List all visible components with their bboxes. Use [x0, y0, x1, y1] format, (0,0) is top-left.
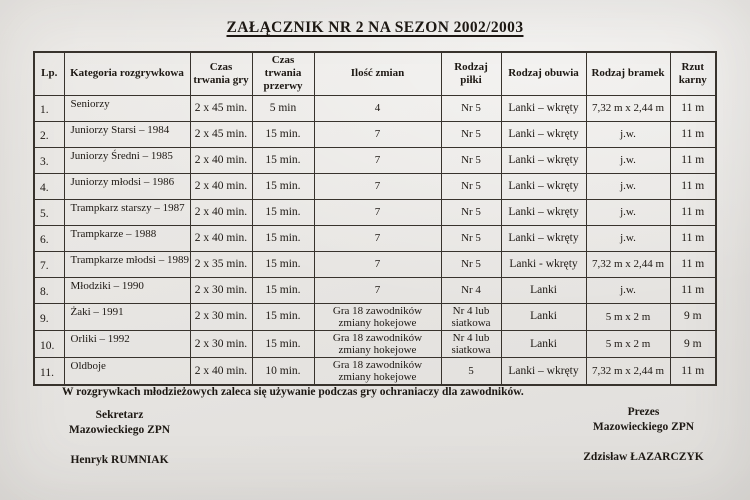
document-title: ZAŁĄCZNIK NR 2 NA SEZON 2002/2003: [226, 19, 524, 36]
table-cell: 2 x 40 min.: [190, 199, 252, 225]
table-cell: Juniorzy młodsi – 1986: [64, 173, 190, 199]
table-cell: Młodziki – 1990: [64, 277, 190, 303]
table-cell: j.w.: [586, 225, 670, 251]
table-cell: 15 min.: [252, 277, 314, 303]
table-header-row: [34, 52, 716, 95]
table-cell: 11 m: [670, 357, 716, 385]
table-cell: Żaki – 1991: [64, 303, 190, 330]
table-cell: 4.: [34, 173, 64, 199]
signature-name: Henryk RUMNIAK: [70, 453, 169, 466]
table-cell: Lanki: [501, 330, 586, 357]
table-cell: 1.: [34, 95, 64, 121]
table-cell: Nr 5: [441, 95, 501, 121]
table-cell: 2 x 40 min.: [190, 357, 252, 385]
table-cell: 11 m: [670, 225, 716, 251]
table-cell: 7: [314, 121, 441, 147]
table-cell: Nr 5: [441, 251, 501, 277]
table-row: [34, 251, 716, 277]
table-cell: 2 x 40 min.: [190, 225, 252, 251]
table-cell: j.w.: [586, 277, 670, 303]
table-cell: 11 m: [670, 121, 716, 147]
table-cell: 6.: [34, 225, 64, 251]
column-header: Lp.: [34, 52, 64, 95]
column-header: Czas trwania przerwy: [252, 52, 314, 95]
table-row: [34, 277, 716, 303]
table-cell: Lanki: [501, 303, 586, 330]
table-cell: Nr 4 lub siatkowa: [441, 303, 501, 330]
table-cell: 10 min.: [252, 357, 314, 385]
table-cell: Trampkarze młodsi – 1989: [64, 251, 190, 277]
table-cell: Lanki – wkręty: [501, 199, 586, 225]
table-row: [34, 303, 716, 330]
table-cell: Lanki – wkręty: [501, 147, 586, 173]
footnote-text: W rozgrywkach młodzieżowych zaleca się używanie podczas gry ochraniaczy dla zawodników.: [62, 386, 524, 398]
table-cell: Juniorzy Starsi – 1984: [64, 121, 190, 147]
table-cell: 15 min.: [252, 147, 314, 173]
column-header: Rzut karny: [670, 52, 716, 95]
table-cell: Lanki – wkręty: [501, 95, 586, 121]
signature-role: Sekretarz: [95, 409, 144, 421]
table-cell: Gra 18 zawodników zmiany hokejowe: [314, 303, 441, 330]
signature-block-secretary: [42, 408, 197, 468]
table-cell: Nr 5: [441, 173, 501, 199]
table-row: [34, 95, 716, 121]
table-cell: Lanki – wkręty: [501, 121, 586, 147]
table-row: [34, 357, 716, 385]
table-cell: j.w.: [586, 199, 670, 225]
table-cell: 8.: [34, 277, 64, 303]
table-cell: Nr 4: [441, 277, 501, 303]
table-cell: 15 min.: [252, 330, 314, 357]
table-cell: j.w.: [586, 173, 670, 199]
table-cell: Nr 5: [441, 199, 501, 225]
table-cell: 2 x 45 min.: [190, 95, 252, 121]
table-cell: 7,32 m x 2,44 m: [586, 251, 670, 277]
table-cell: 9.: [34, 303, 64, 330]
table-cell: 5: [441, 357, 501, 385]
table-cell: Trampkarz starszy – 1987: [64, 199, 190, 225]
signature-org: Mazowieckiego ZPN: [68, 423, 171, 436]
column-header: Rodzaj bramek: [586, 52, 670, 95]
table-cell: 5.: [34, 199, 64, 225]
table-cell: 9 m: [670, 303, 716, 330]
table-cell: 15 min.: [252, 225, 314, 251]
table-cell: Seniorzy: [64, 95, 190, 121]
table-cell: 7: [314, 277, 441, 303]
table-row: [34, 199, 716, 225]
table-cell: Orliki – 1992: [64, 330, 190, 357]
table-cell: 7.: [34, 251, 64, 277]
table-cell: 7: [314, 199, 441, 225]
table-cell: 11 m: [670, 95, 716, 121]
table-cell: Lanki: [501, 277, 586, 303]
table-row: [34, 173, 716, 199]
table-cell: 2.: [34, 121, 64, 147]
table-cell: 15 min.: [252, 173, 314, 199]
table-cell: 5 m x 2 m: [586, 303, 670, 330]
column-header: Rodzaj piłki: [441, 52, 501, 95]
regulations-table: [33, 51, 717, 386]
table-cell: 5 m x 2 m: [586, 330, 670, 357]
table-cell: Lanki - wkręty: [501, 251, 586, 277]
table-cell: Gra 18 zawodników zmiany hokejowe: [314, 357, 441, 385]
table-cell: Trampkarze – 1988: [64, 225, 190, 251]
table-cell: Oldboje: [64, 357, 190, 385]
table-body: [34, 95, 716, 385]
table-cell: 5 min: [252, 95, 314, 121]
column-header: Ilość zmian: [314, 52, 441, 95]
table-row: [34, 147, 716, 173]
table-cell: 7: [314, 147, 441, 173]
table-cell: Nr 4 lub siatkowa: [441, 330, 501, 357]
table-cell: Gra 18 zawodników zmiany hokejowe: [314, 330, 441, 357]
table-cell: 7,32 m x 2,44 m: [586, 95, 670, 121]
table-cell: 11 m: [670, 251, 716, 277]
table-cell: j.w.: [586, 147, 670, 173]
table-cell: 9 m: [670, 330, 716, 357]
table-cell: Nr 5: [441, 147, 501, 173]
signature-org: Mazowieckiego ZPN: [592, 420, 695, 433]
column-header: Kategoria rozgrywkowa: [64, 52, 190, 95]
table-cell: 11 m: [670, 173, 716, 199]
signature-name: Zdzisław ŁAZARCZYK: [583, 450, 704, 463]
table-cell: 10.: [34, 330, 64, 357]
table-cell: 4: [314, 95, 441, 121]
table-row: [34, 330, 716, 357]
table-cell: 2 x 45 min.: [190, 121, 252, 147]
table-cell: Lanki – wkręty: [501, 357, 586, 385]
table-cell: 7,32 m x 2,44 m: [586, 357, 670, 385]
table-cell: 7: [314, 225, 441, 251]
table-cell: 7: [314, 173, 441, 199]
table-cell: Nr 5: [441, 121, 501, 147]
signature-role: Prezes: [627, 406, 660, 418]
table-cell: 11 m: [670, 199, 716, 225]
table-row: [34, 225, 716, 251]
table-cell: 11 m: [670, 147, 716, 173]
table-cell: Lanki – wkręty: [501, 173, 586, 199]
table-cell: 2 x 30 min.: [190, 330, 252, 357]
table-cell: 2 x 40 min.: [190, 173, 252, 199]
table-cell: 2 x 30 min.: [190, 277, 252, 303]
column-header: Czas trwania gry: [190, 52, 252, 95]
table-cell: j.w.: [586, 121, 670, 147]
table-cell: 15 min.: [252, 251, 314, 277]
table-cell: 15 min.: [252, 121, 314, 147]
table-cell: Nr 5: [441, 225, 501, 251]
table-cell: 15 min.: [252, 199, 314, 225]
table-cell: Lanki – wkręty: [501, 225, 586, 251]
table-cell: 11.: [34, 357, 64, 385]
column-header: Rodzaj obuwia: [501, 52, 586, 95]
signature-block-president: [556, 405, 731, 465]
table-cell: 2 x 40 min.: [190, 147, 252, 173]
table-cell: 15 min.: [252, 303, 314, 330]
table-row: [34, 121, 716, 147]
table-cell: 7: [314, 251, 441, 277]
table-cell: 2 x 35 min.: [190, 251, 252, 277]
table-cell: 11 m: [670, 277, 716, 303]
table-cell: 3.: [34, 147, 64, 173]
table-cell: Juniorzy Średni – 1985: [64, 147, 190, 173]
table-cell: 2 x 30 min.: [190, 303, 252, 330]
